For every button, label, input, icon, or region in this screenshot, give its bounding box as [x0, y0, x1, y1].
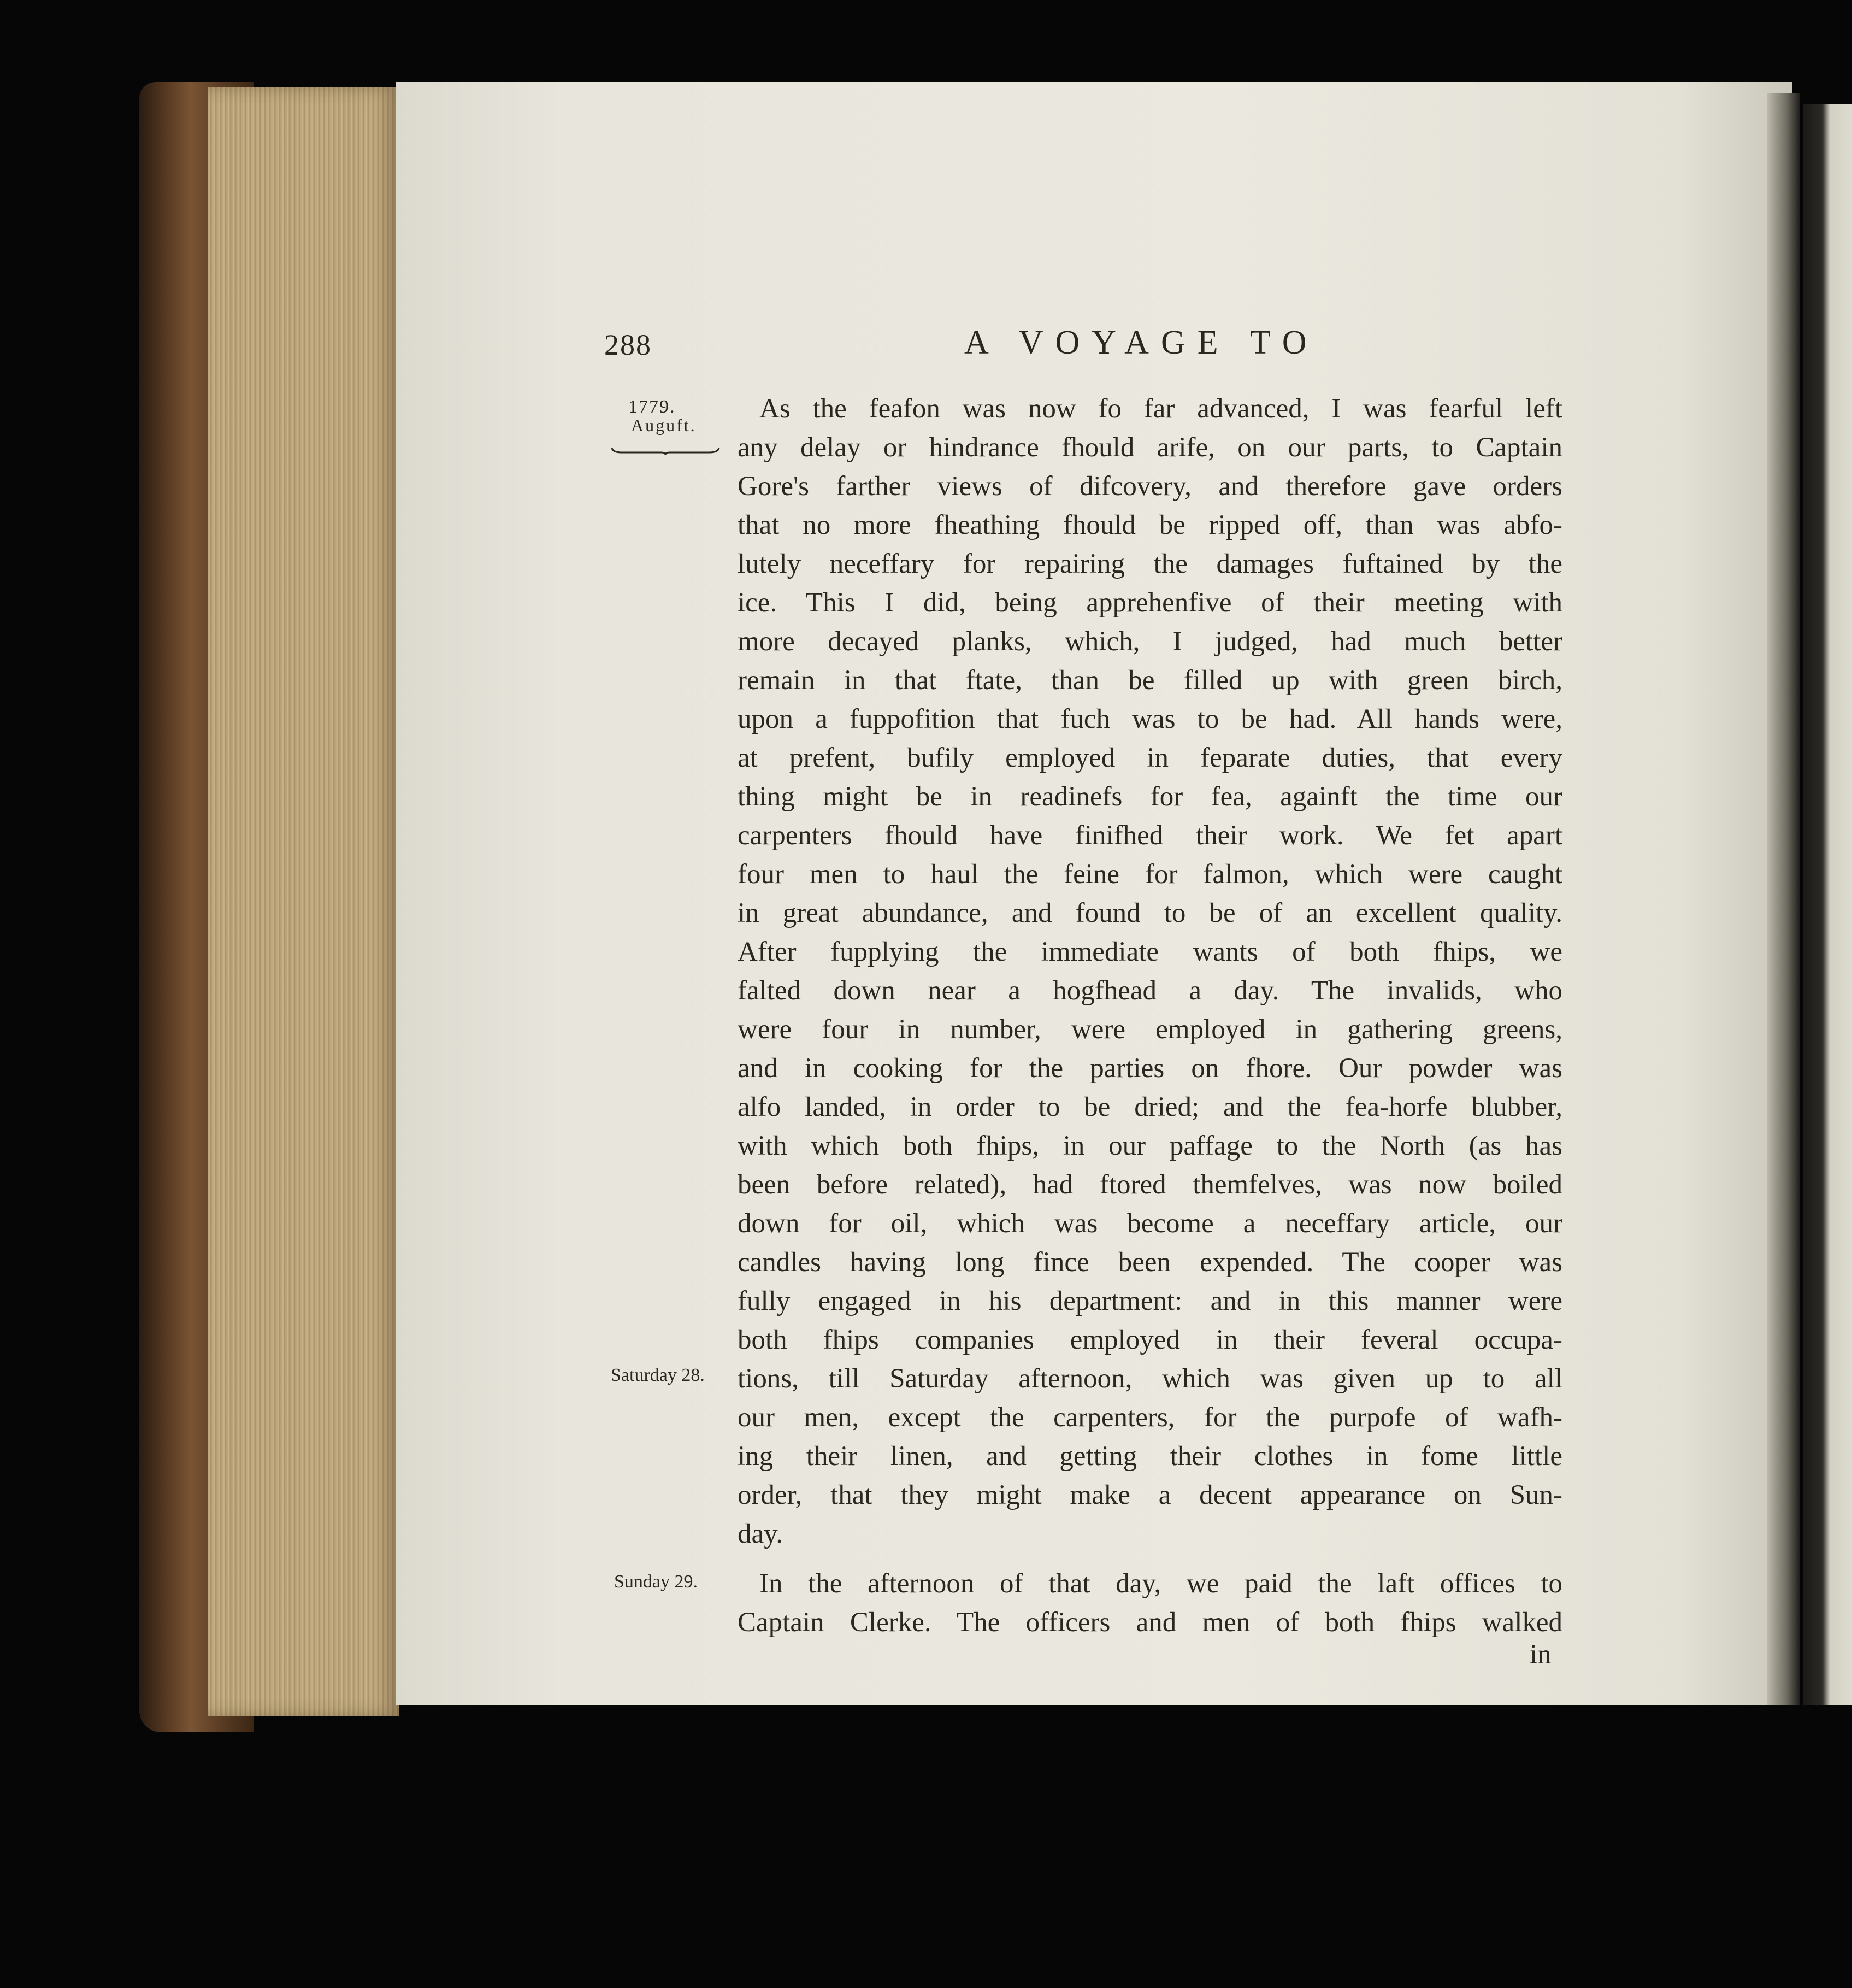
text-line-22: down for oil, which was become a neceffary article, our	[738, 1208, 1562, 1239]
text-line-24: fully engaged in his department: and in this manner were	[738, 1286, 1562, 1316]
text-line-29: order, that they might make a decent appearance on Sun-	[738, 1480, 1562, 1510]
text-line-21: been before related), had ftored themfelves, was now boiled	[738, 1169, 1562, 1200]
text-line-8: remain in that ftate, than be filled up with green birch,	[738, 665, 1562, 696]
page-number: 288	[604, 328, 652, 361]
text-line-5: lutely neceffary for repairing the damages fuftained by the	[738, 549, 1562, 579]
text-line-20: with which both fhips, in our paffage to the North (as has	[738, 1131, 1562, 1161]
text-line-1: As the feafon was now fo far advanced, I was fearful left	[759, 393, 1562, 424]
text-line-6: ice. This I did, being apprehenfive of their meeting with	[738, 587, 1562, 618]
text-line-9: upon a fuppofition that fuch was to be had. All hands were,	[738, 704, 1562, 734]
facing-page-edge	[1803, 104, 1852, 1705]
text-line-4: that no more fheathing fhould be ripped off, than was abfo-	[738, 510, 1562, 540]
text-line-27: our men, except the carpenters, for the purpofe of wafh-	[738, 1402, 1562, 1433]
margin-month: Auguft.	[631, 415, 697, 435]
text-line-32: Captain Clerke. The officers and men of both fhips walked	[738, 1607, 1562, 1638]
text-line-23: candles having long fince been expended. The cooper was	[738, 1247, 1562, 1278]
margin-brace	[611, 447, 720, 455]
margin-note-sunday: Sunday 29.	[614, 1572, 698, 1592]
text-line-26: tions, till Saturday afternoon, which was given up to all	[738, 1363, 1562, 1394]
text-line-28: ing their linen, and getting their clothes in fome little	[738, 1441, 1562, 1472]
text-line-16: falted down near a hogfhead a day. The invalids, who	[738, 975, 1562, 1006]
text-line-14: in great abundance, and found to be of an excellent quality.	[738, 898, 1562, 928]
text-line-11: thing might be in readinefs for fea, againft the time our	[738, 781, 1562, 812]
gutter-shadow	[1767, 93, 1800, 1705]
running-head: A VOYAGE TO	[964, 324, 1319, 361]
text-line-17: were four in number, were employed in gathering greens,	[738, 1014, 1562, 1045]
margin-note-saturday: Saturday 28.	[611, 1365, 705, 1385]
text-line-19: alfo landed, in order to be dried; and the fea-horfe blubber,	[738, 1092, 1562, 1122]
margin-year: 1779.	[628, 397, 676, 417]
text-line-30: day.	[738, 1519, 783, 1549]
page-edge-stack	[208, 87, 399, 1716]
text-line-13: four men to haul the feine for falmon, which were caught	[738, 859, 1562, 890]
text-line-25: both fhips companies employed in their feveral occupa-	[738, 1325, 1562, 1355]
catchword: in	[1530, 1639, 1552, 1670]
text-line-31: In the afternoon of that day, we paid the laft offices to	[759, 1568, 1562, 1599]
text-line-15: After fupplying the immediate wants of both fhips, we	[738, 937, 1562, 967]
text-line-18: and in cooking for the parties on fhore. Our powder was	[738, 1053, 1562, 1084]
text-line-7: more decayed planks, which, I judged, had much better	[738, 626, 1562, 657]
text-line-12: carpenters fhould have finifhed their work. We fet apart	[738, 820, 1562, 851]
text-line-3: Gore's farther views of difcovery, and therefore gave orders	[738, 471, 1562, 502]
text-line-10: at prefent, bufily employed in feparate duties, that every	[738, 743, 1562, 773]
text-line-2: any delay or hindrance fhould arife, on our parts, to Captain	[738, 432, 1562, 463]
